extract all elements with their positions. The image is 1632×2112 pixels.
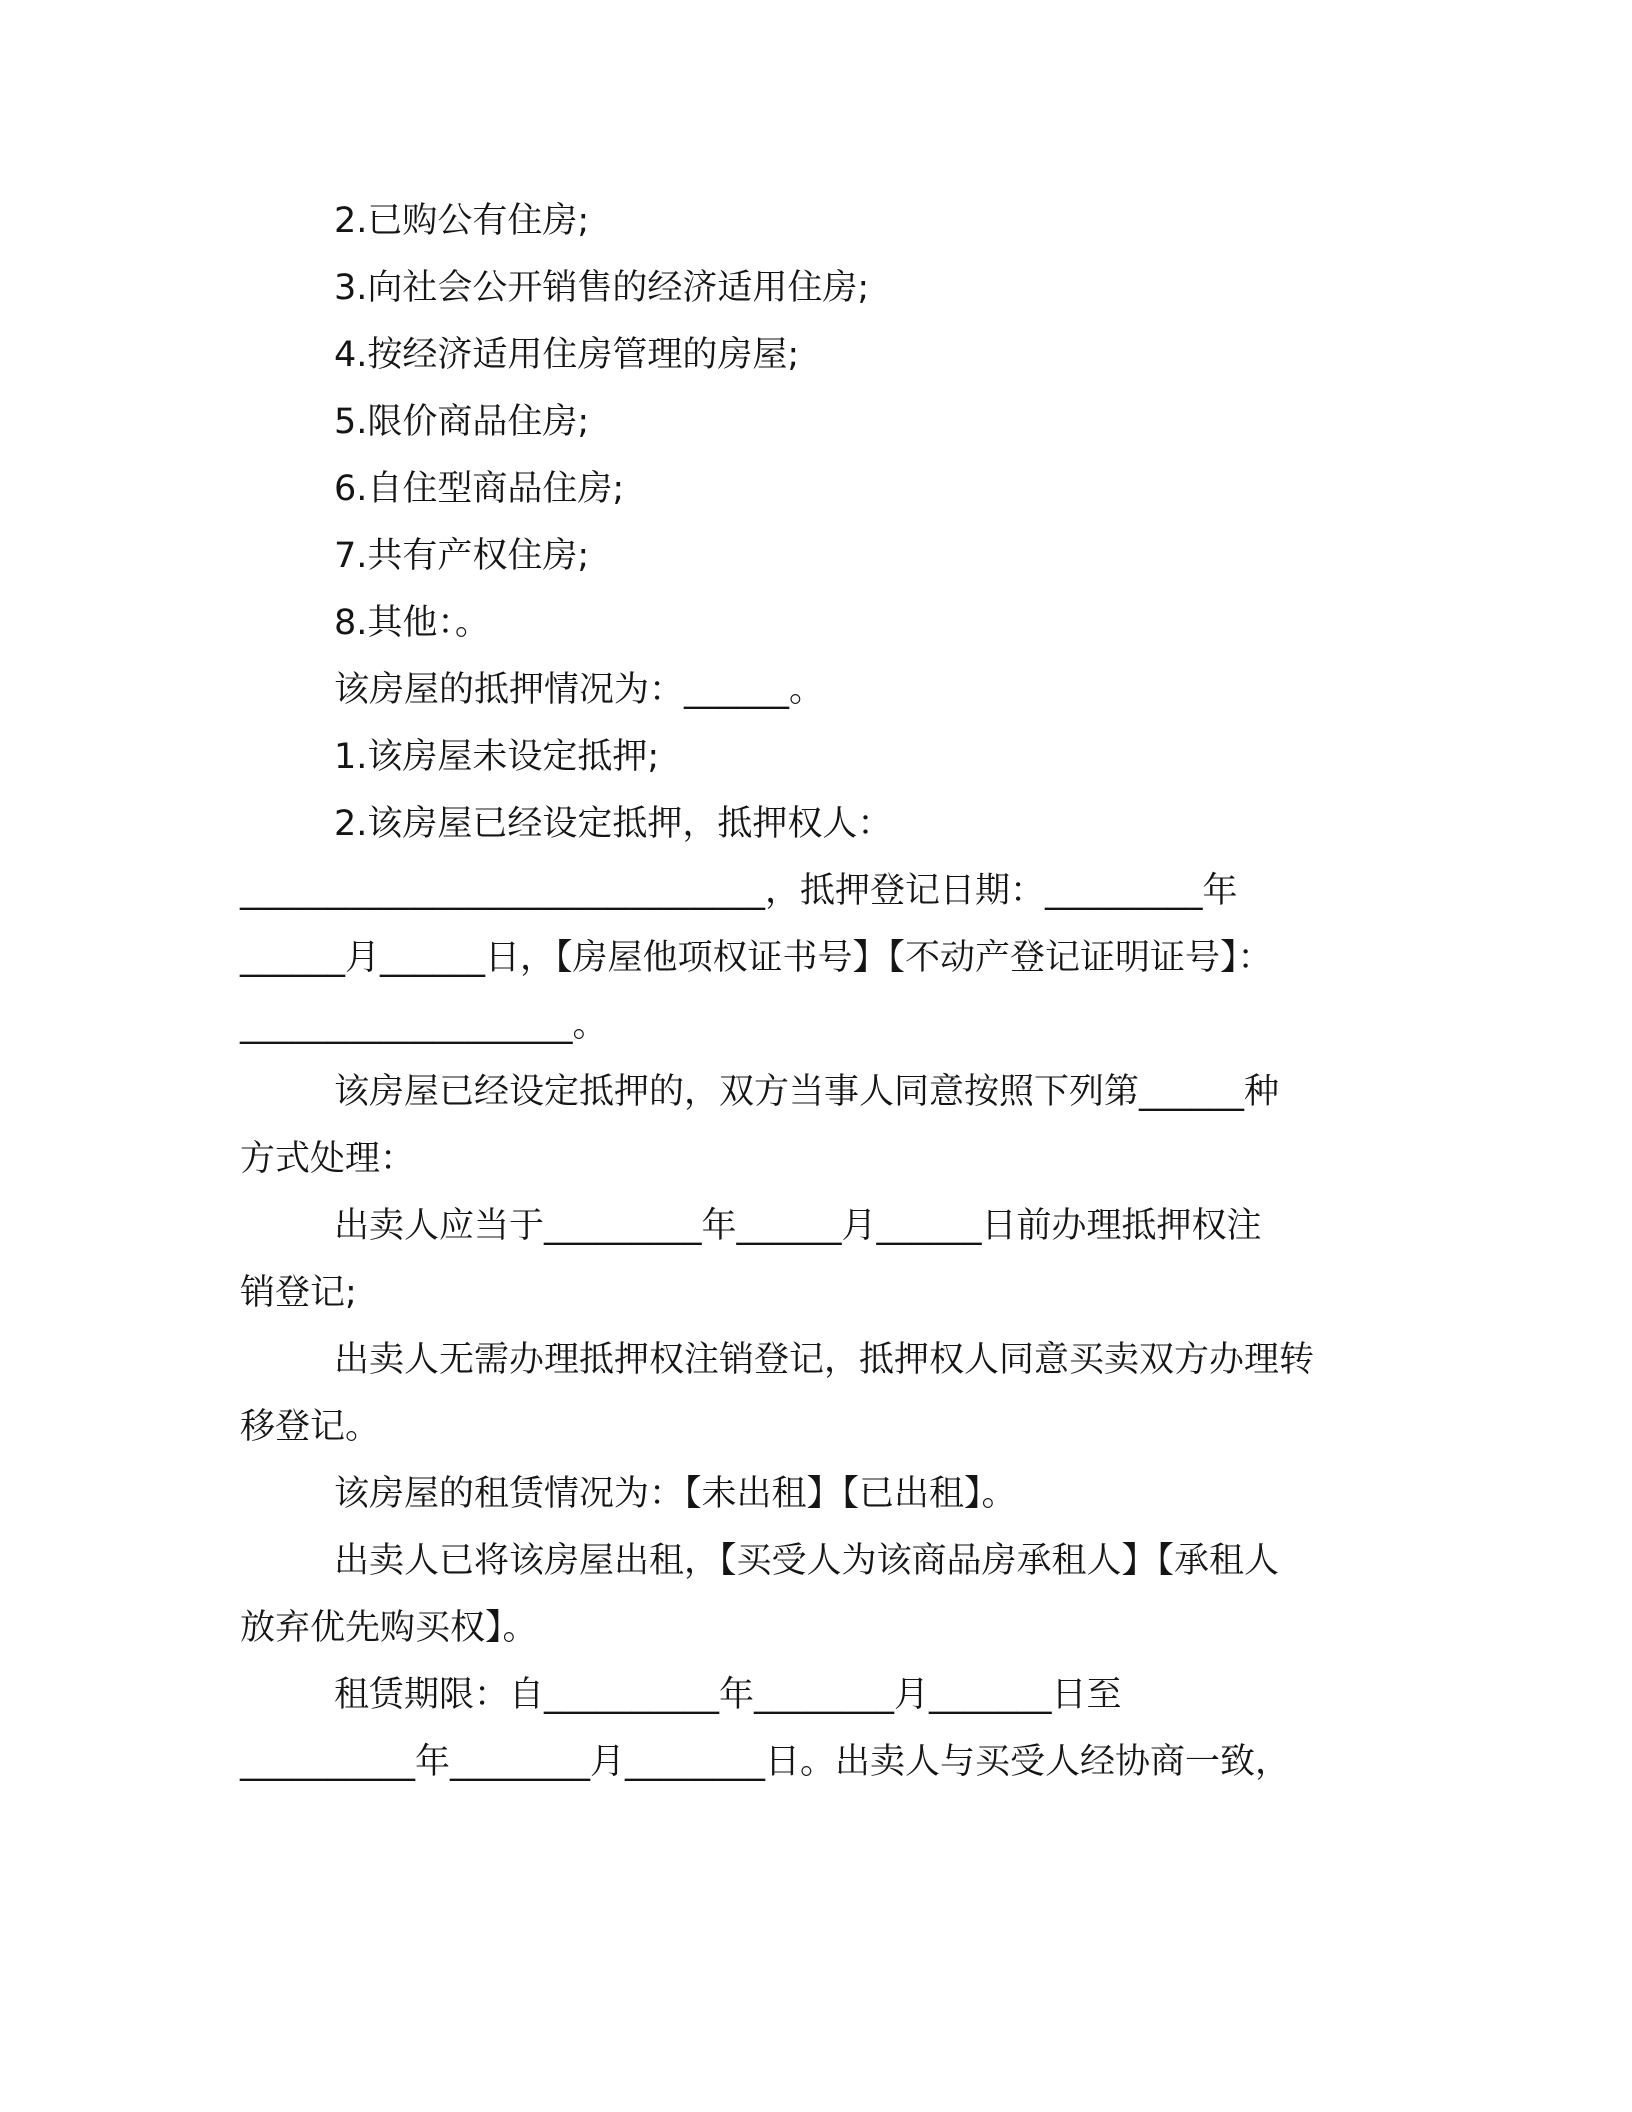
paragraph-line: 6.自住型商品住房;: [334, 469, 625, 509]
paragraph-line: 销登记;: [240, 1273, 357, 1313]
paragraph-line: 该房屋的租赁情况为：【未出租】【已出租】。: [334, 1474, 1017, 1514]
paragraph-line: 出卖人无需办理抵押权注销登记，抵押权人同意买卖双方办理转: [334, 1340, 1315, 1380]
paragraph-line: ______月______日，【房屋他项权证书号】【不动产登记证明证号】：: [240, 938, 1273, 978]
paragraph-line: 出卖人应当于_________年______月______日前办理抵押权注: [334, 1206, 1262, 1246]
paragraph-line: ______________________________，抵押登记日期：_________年: [240, 871, 1238, 911]
paragraph-line: 8.其他：。: [334, 603, 490, 643]
paragraph-line: 方式处理：: [240, 1139, 416, 1179]
paragraph-line: 5.限价商品住房;: [334, 402, 590, 442]
paragraph-line: 2.该房屋已经设定抵押，抵押权人：: [334, 804, 893, 844]
paragraph-line: 该房屋的抵押情况为：______。: [334, 670, 825, 710]
paragraph-line: 1.该房屋未设定抵押;: [334, 737, 660, 777]
paragraph-line: 7.共有产权住房;: [334, 536, 590, 576]
paragraph-line: 3.向社会公开销售的经济适用住房;: [334, 268, 870, 308]
paragraph-line: 放弃优先购买权】。: [240, 1608, 538, 1648]
paragraph-line: 2.已购公有住房;: [334, 201, 590, 241]
paragraph-line: 移登记。: [240, 1407, 381, 1447]
paragraph-line: ___________________。: [240, 1005, 608, 1045]
paragraph-line: 租赁期限：自__________年________月_______日至: [334, 1675, 1122, 1715]
paragraph-line: 4.按经济适用住房管理的房屋;: [334, 335, 800, 375]
paragraph-line: __________年________月________日。出卖人与买受人经协商一致，: [240, 1742, 1291, 1782]
paragraph-line: 出卖人已将该房屋出租，【买受人为该商品房承租人】【承租人: [334, 1541, 1280, 1581]
paragraph-line: 该房屋已经设定抵押的，双方当事人同意按照下列第______种: [334, 1072, 1280, 1112]
document-body: [240, 188, 1400, 1796]
